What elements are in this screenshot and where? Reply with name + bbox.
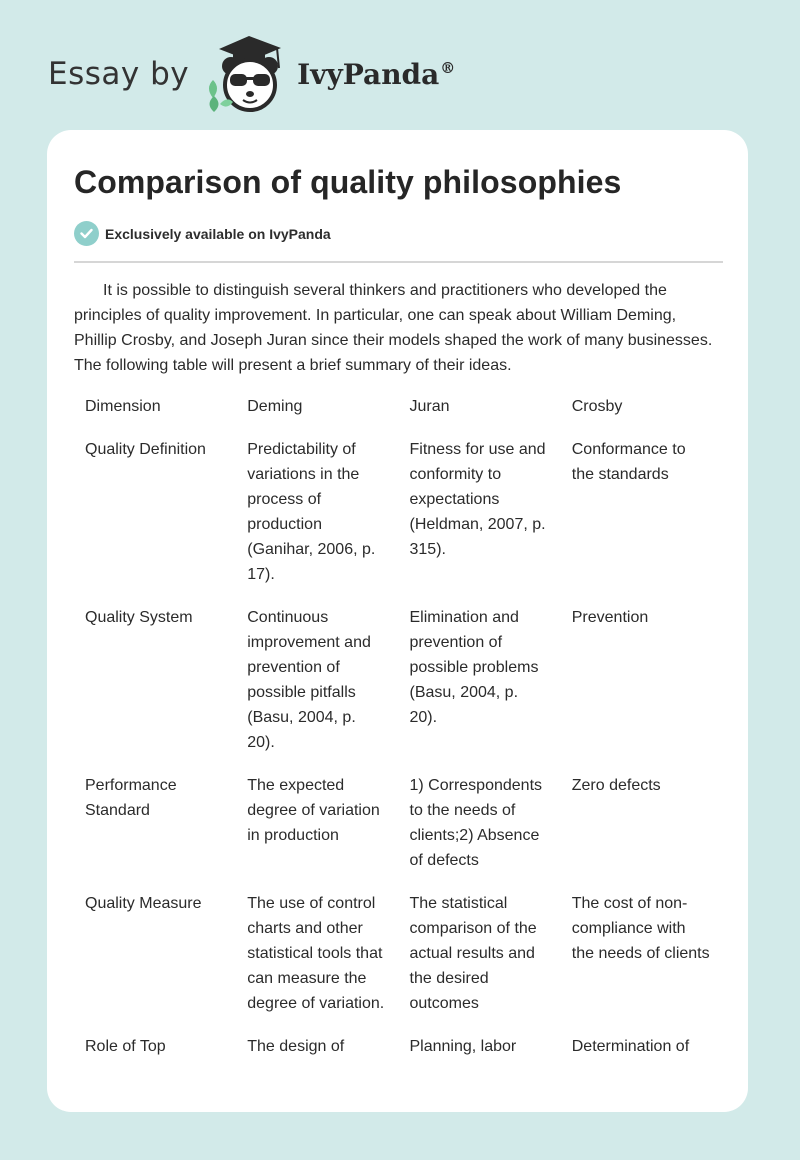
table-row — [74, 599, 723, 767]
check-icon — [74, 221, 99, 246]
header-cell: Dimension — [85, 398, 161, 415]
table-row — [74, 885, 723, 1028]
table-cell: Zero defects — [571, 777, 661, 794]
table-cell: Role of Top — [85, 1038, 166, 1055]
table-cell: Continuous improvement and prevention of possible pitfalls (Basu, 2004, p. 20). — [247, 609, 371, 751]
header-cell: Crosby — [571, 398, 623, 415]
table-cell: Elimination and prevention of possible problems (Basu, 2004, p. 20). — [409, 609, 539, 726]
table-cell: Determination of — [571, 1038, 690, 1055]
table-row — [74, 767, 723, 885]
header-cell: Juran — [409, 398, 450, 415]
table-cell: Quality System — [85, 609, 193, 626]
brand-name[interactable]: IvyPanda® — [297, 57, 456, 91]
table-cell: Planning, labor — [409, 1038, 517, 1055]
table-cell: 1) Correspondents to the needs of clients;2) Absence of defects — [409, 777, 543, 869]
page-title: Comparison of quality philosophies — [74, 164, 622, 200]
badge-label: Exclusively available on IvyPanda — [105, 225, 331, 242]
table-cell: The statistical comparison of the actual results and the desired outcomes — [409, 895, 537, 1012]
essay-card — [47, 130, 748, 1112]
table-cell: Quality Measure — [85, 895, 202, 912]
table-row — [74, 431, 723, 599]
table-cell: Performance Standard — [85, 777, 177, 819]
table-cell: Fitness for use and conformity to expectations (Heldman, 2007, p. 315). — [409, 441, 546, 558]
panda-logo-icon[interactable] — [203, 34, 295, 114]
table-cell: Conformance to the standards — [571, 441, 686, 483]
table-cell: Predictability of variations in the process of production (Ganihar, 2006, p. 17). — [247, 441, 376, 583]
table-header-row — [74, 388, 723, 431]
divider — [74, 261, 723, 263]
table-cell: The cost of non-compliance with the needs of clients — [571, 895, 710, 962]
header-cell: Deming — [247, 398, 303, 415]
site-header — [48, 34, 455, 114]
table-cell: The use of control charts and other statistical tools that can measure the degree of variation. — [247, 895, 385, 1012]
table-cell: Quality Definition — [85, 441, 206, 458]
registered-mark: ® — [440, 59, 456, 78]
table-cell: Prevention — [571, 609, 649, 626]
philosophy-table — [74, 388, 723, 1071]
table-cell: The design of — [247, 1038, 345, 1055]
table-row — [74, 1028, 723, 1071]
brand-prefix: Essay by — [48, 56, 190, 92]
exclusive-badge — [74, 221, 331, 246]
intro-paragraph: It is possible to distinguish several thinkers and practitioners who developed the principles of quality improvement. In particular, one can speak about William Deming, Phillip Crosby, and Joseph Juran since their models shaped the work of many businesses. The following table will present a brief summary of their ideas. — [74, 282, 713, 374]
table-cell: The expected degree of variation in production — [247, 777, 380, 844]
